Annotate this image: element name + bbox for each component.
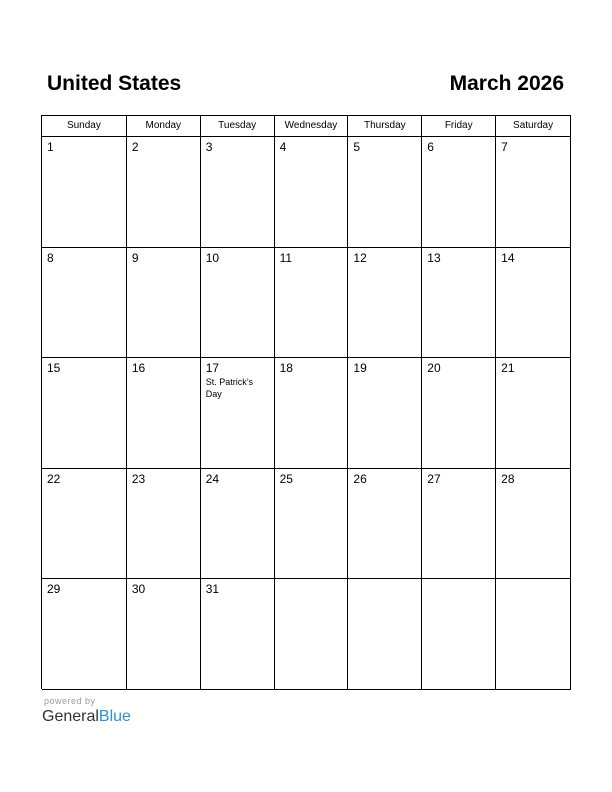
- day-number: [275, 579, 348, 582]
- day-number: 14: [501, 250, 515, 265]
- week-row: [42, 358, 571, 469]
- day-cell: [275, 358, 349, 469]
- weekday-header: Thursday: [348, 116, 422, 137]
- week-row: [42, 469, 571, 580]
- holiday-label: St. Patrick’s Day: [205, 377, 254, 399]
- day-number: 13: [427, 250, 441, 265]
- day-number: 6: [427, 140, 434, 154]
- country-title: United States: [47, 72, 182, 95]
- day-cell: [127, 579, 201, 690]
- day-cell: [422, 469, 496, 580]
- day-number: 28: [501, 471, 515, 486]
- day-number: 22: [47, 471, 61, 486]
- day-cell: [275, 469, 349, 580]
- day-cell: [201, 248, 275, 359]
- day-number: 5: [353, 140, 361, 154]
- day-cell: [422, 358, 496, 469]
- day-number: 2: [131, 140, 139, 154]
- day-cell: [348, 248, 422, 359]
- day-number: 24: [205, 471, 220, 486]
- day-number: 27: [427, 471, 441, 486]
- empty-day-cell: [275, 579, 349, 690]
- day-number: 17: [205, 361, 220, 375]
- day-number: 31: [205, 582, 220, 596]
- brand-first-word: General: [42, 708, 99, 725]
- day-number: 4: [279, 140, 287, 154]
- day-cell: [127, 137, 201, 248]
- day-number: 10: [205, 250, 220, 265]
- day-number: [422, 579, 495, 582]
- day-cell: [42, 358, 127, 469]
- day-cell: [422, 137, 496, 248]
- day-number: 8: [47, 250, 54, 265]
- day-cell: [348, 137, 422, 248]
- day-number: 9: [131, 250, 139, 265]
- day-cell: [42, 137, 127, 248]
- day-cell: [127, 248, 201, 359]
- day-number: 3: [205, 140, 213, 154]
- day-cell: [201, 469, 275, 580]
- day-number: 23: [131, 471, 146, 486]
- weekday-header: Tuesday: [201, 116, 275, 137]
- day-number: 16: [131, 361, 146, 375]
- footer-branding: [42, 696, 131, 727]
- day-number: 18: [279, 361, 293, 375]
- day-cell: [496, 137, 571, 248]
- week-row: [42, 137, 571, 248]
- weekday-header: Saturday: [496, 116, 571, 137]
- day-cell: [42, 248, 127, 359]
- day-cell: [201, 358, 275, 469]
- day-cell: [496, 358, 571, 469]
- day-number: 21: [501, 361, 515, 375]
- day-number: 11: [279, 250, 293, 265]
- day-cell: [275, 248, 349, 359]
- weekday-header: Sunday: [42, 116, 127, 137]
- brand-second-word: Blue: [98, 708, 131, 725]
- day-number: 1: [47, 140, 54, 154]
- day-number: 20: [427, 361, 441, 375]
- day-number: 19: [353, 361, 367, 375]
- day-cell: [127, 358, 201, 469]
- day-cell: [422, 248, 496, 359]
- day-cell: [42, 469, 127, 580]
- day-cell: [348, 358, 422, 469]
- day-cell: [201, 579, 275, 690]
- day-cell: [275, 137, 349, 248]
- day-number: 15: [47, 361, 61, 375]
- weekday-header: Monday: [127, 116, 201, 137]
- brand-logo: [42, 707, 131, 727]
- day-number: [348, 579, 421, 582]
- weekday-header: Wednesday: [275, 116, 349, 137]
- empty-day-cell: [348, 579, 422, 690]
- day-cell: [496, 469, 571, 580]
- day-number: 26: [353, 471, 367, 486]
- calendar-grid: [41, 115, 571, 689]
- weekday-header-row: [42, 116, 571, 137]
- day-number: [496, 579, 570, 582]
- day-cell: [42, 579, 127, 690]
- month-year-title: March 2026: [449, 72, 564, 95]
- day-cell: [348, 469, 422, 580]
- day-cell: [201, 137, 275, 248]
- week-row: [42, 248, 571, 359]
- day-number: 7: [501, 140, 508, 154]
- day-number: 30: [131, 582, 146, 596]
- day-cell: [496, 248, 571, 359]
- powered-by-text: powered by: [44, 696, 96, 706]
- weekday-header: Friday: [422, 116, 496, 137]
- day-cell: [127, 469, 201, 580]
- empty-day-cell: [422, 579, 496, 690]
- week-row: [42, 579, 571, 690]
- day-number: 29: [47, 582, 61, 596]
- day-number: 25: [279, 471, 293, 486]
- empty-day-cell: [496, 579, 571, 690]
- day-number: 12: [353, 250, 367, 265]
